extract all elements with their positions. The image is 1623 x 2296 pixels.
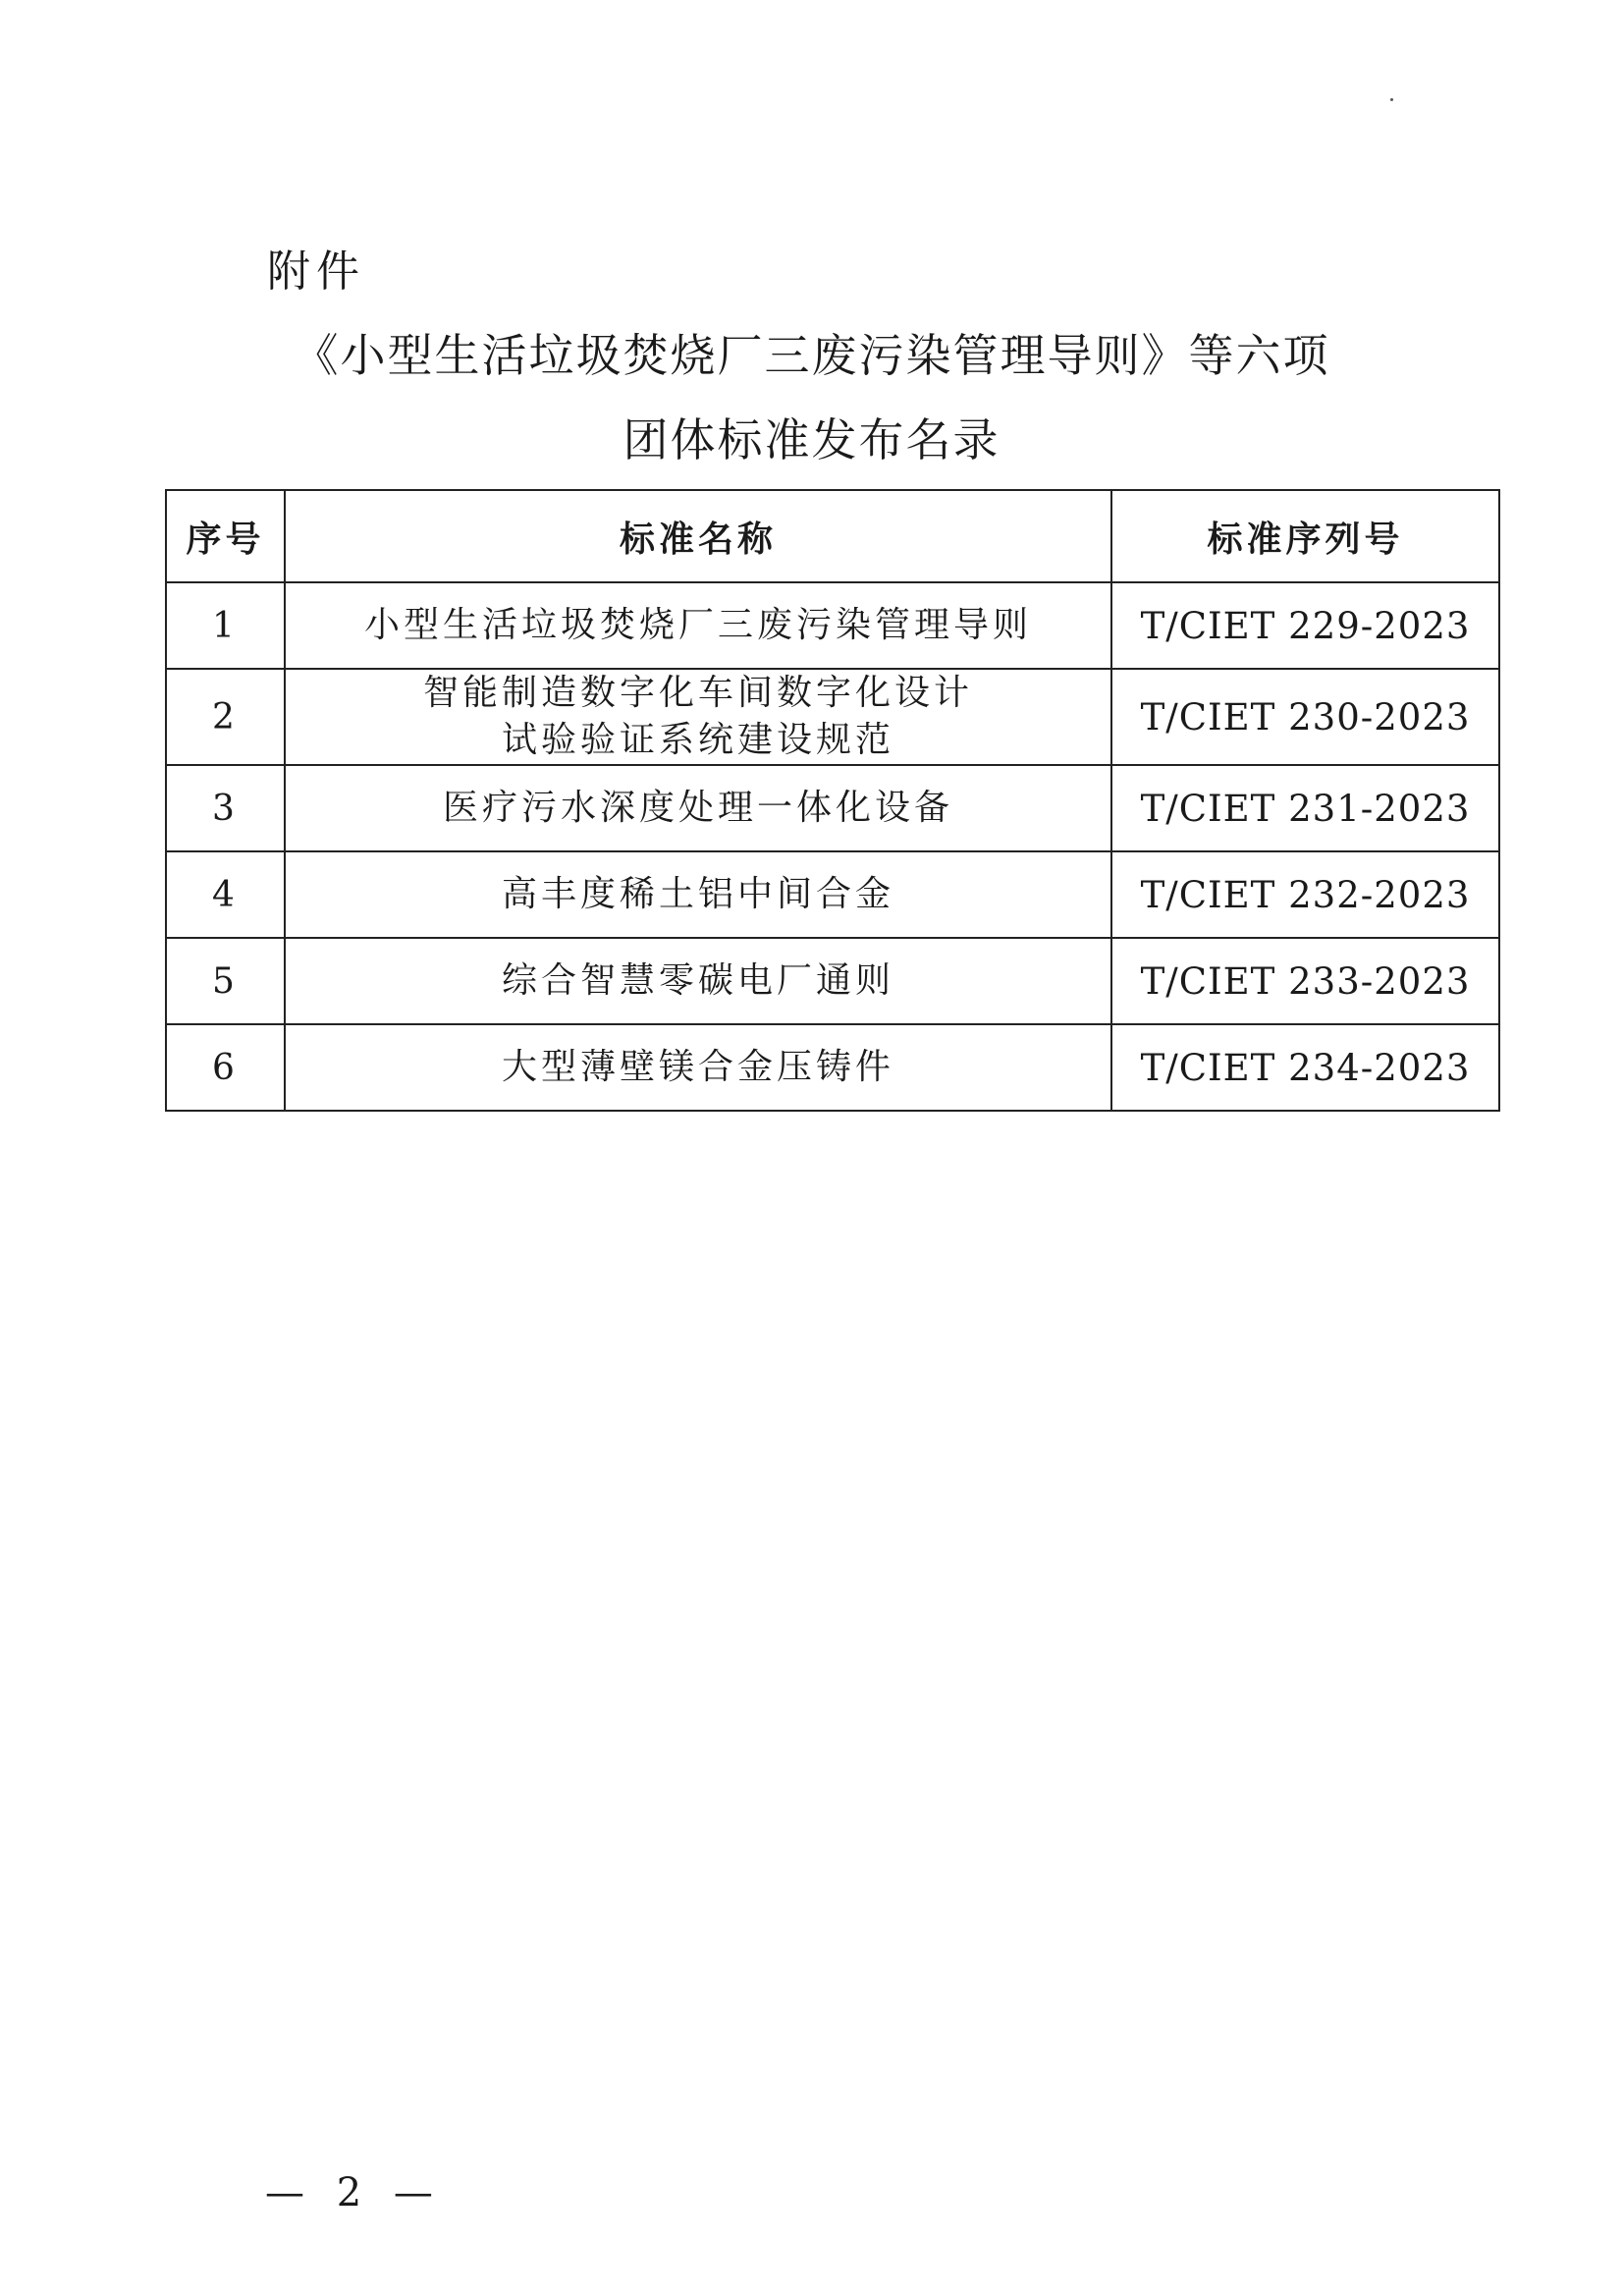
standard-name-line: 大型薄壁镁合金压铸件 <box>501 1047 894 1087</box>
page-number: — 2 — <box>265 2170 443 2215</box>
standard-name-line: 综合智慧零碳电厂通则 <box>501 960 894 1001</box>
standard-code: T/CIET 231-2023 <box>1111 765 1499 851</box>
standard-name <box>285 851 1111 938</box>
header-standard-name: 标准名称 <box>285 490 1111 582</box>
standard-name-line: 小型生活垃圾焚烧厂三废污染管理导则 <box>363 605 1032 645</box>
header-serial-number: 序号 <box>166 490 285 582</box>
standard-name-line: 医疗污水深度处理一体化设备 <box>442 788 953 828</box>
standard-name-line: 试验验证系统建设规范 <box>501 720 894 760</box>
table-row <box>166 765 1499 851</box>
scan-speck <box>1390 98 1393 101</box>
standard-code: T/CIET 230-2023 <box>1111 669 1499 765</box>
table-header-row <box>166 490 1499 582</box>
annex-label: 附件 <box>267 246 365 297</box>
standard-name-line: 高丰度稀土铝中间合金 <box>501 874 894 914</box>
table-row <box>166 938 1499 1024</box>
standard-name-line: 智能制造数字化车间数字化设计 <box>422 673 973 713</box>
standard-code: T/CIET 232-2023 <box>1111 851 1499 938</box>
standard-name <box>285 582 1111 669</box>
row-number: 2 <box>166 669 285 765</box>
standard-name <box>285 938 1111 1024</box>
standard-name <box>285 1024 1111 1111</box>
table-row <box>166 1024 1499 1111</box>
document-title-line-2: 团体标准发布名录 <box>622 413 1001 466</box>
row-number: 6 <box>166 1024 285 1111</box>
table-row <box>166 582 1499 669</box>
standard-code: T/CIET 229-2023 <box>1111 582 1499 669</box>
document-title-line-1: 《小型生活垃圾焚烧厂三废污染管理导则》等六项 <box>293 329 1330 382</box>
standards-table <box>165 489 1500 1112</box>
row-number: 4 <box>166 851 285 938</box>
row-number: 3 <box>166 765 285 851</box>
table-row <box>166 851 1499 938</box>
row-number: 1 <box>166 582 285 669</box>
table-row <box>166 669 1499 765</box>
standard-code: T/CIET 233-2023 <box>1111 938 1499 1024</box>
row-number: 5 <box>166 938 285 1024</box>
standard-name <box>285 669 1111 765</box>
standard-name <box>285 765 1111 851</box>
header-standard-code: 标准序列号 <box>1111 490 1499 582</box>
standard-code: T/CIET 234-2023 <box>1111 1024 1499 1111</box>
